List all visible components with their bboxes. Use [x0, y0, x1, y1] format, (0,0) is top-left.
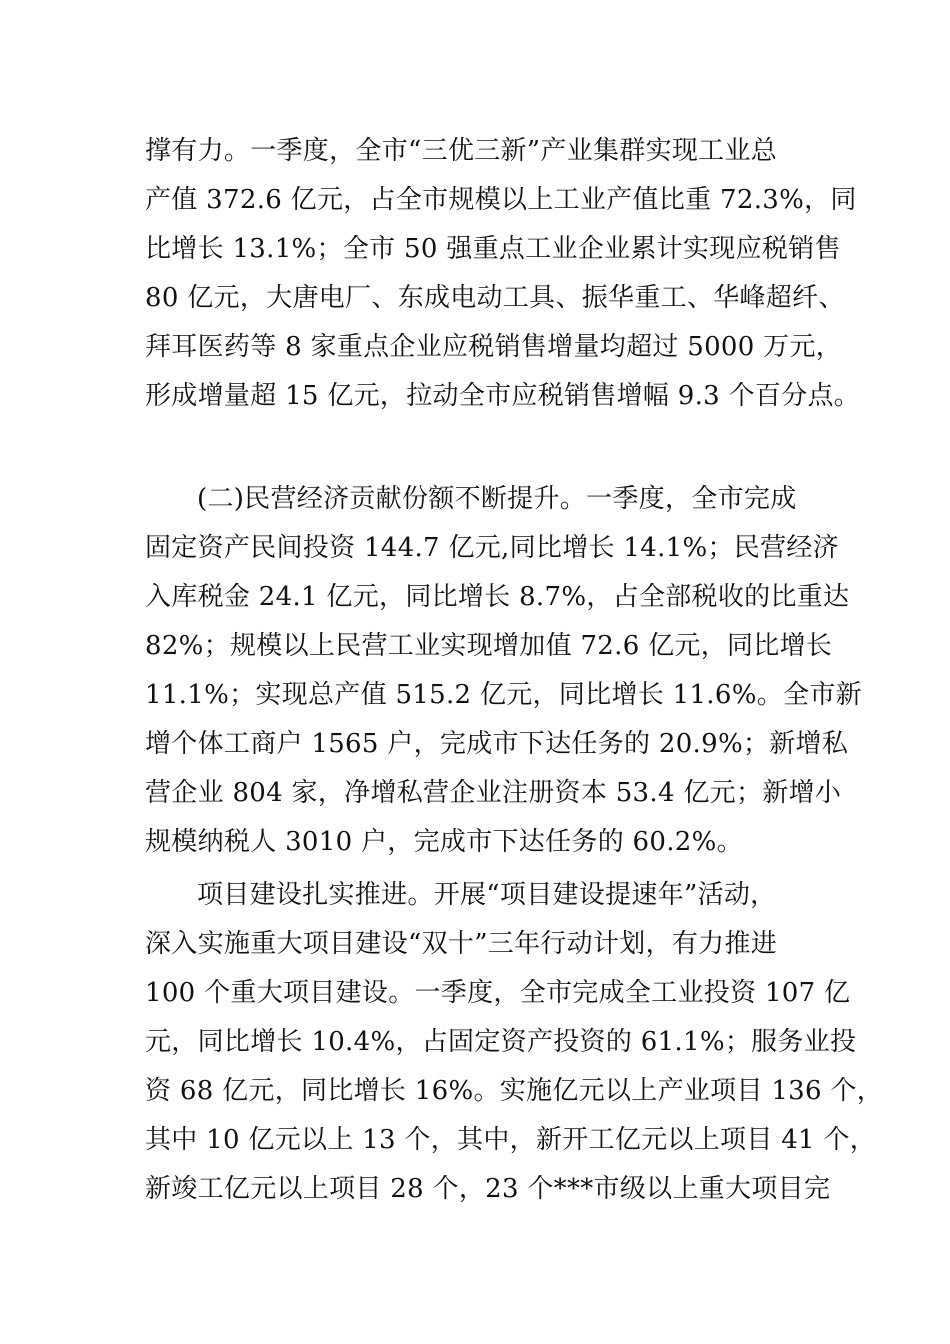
paragraph-2-line-5: 11.1%；实现总产值 515.2 亿元，同比增长 11.6%。全市新: [145, 680, 862, 710]
paragraph-3-line-6: 其中 10 亿元以上 13 个，其中，新开工亿元以上项目 41 个，: [145, 1125, 877, 1155]
paragraph-3-line-5: 资 68 亿元，同比增长 16%。实施亿元以上产业项目 136 个，: [145, 1076, 884, 1106]
paragraph-3-line-3: 100 个重大项目建设。一季度，全市完成全工业投资 107 亿: [145, 978, 851, 1008]
paragraph-1-line-1: 撑有力。一季度，全市“三优三新”产业集群实现工业总: [145, 136, 778, 166]
paragraph-3-line-4: 元，同比增长 10.4%，占固定资产投资的 61.1%；服务业投: [145, 1027, 857, 1057]
paragraph-3-line-1: 项目建设扎实推进。开展“项目建设提速年”活动，: [197, 880, 777, 910]
paragraph-1-line-4: 80 亿元，大唐电厂、东成电动工具、振华重工、华峰超纤、: [145, 283, 845, 313]
paragraph-2-line-1: (二)民营经济贡献份额不断提升。一季度，全市完成: [197, 484, 797, 514]
paragraph-2-line-8: 规模纳税人 3010 户，完成市下达任务的 60.2%。: [145, 827, 743, 857]
paragraph-1-line-2: 产值 372.6 亿元，占全市规模以上工业产值比重 72.3%，同: [145, 185, 857, 215]
paragraph-2-line-3: 入库税金 24.1 亿元，同比增长 8.7%，占全部税收的比重达: [145, 582, 850, 612]
paragraph-2-line-6: 增个体工商户 1565 户，完成市下达任务的 20.9%；新增私: [145, 729, 849, 759]
paragraph-2-line-7: 营企业 804 家，净增私营企业注册资本 53.4 亿元；新增小: [145, 778, 842, 808]
paragraph-3-line-7: 新竣工亿元以上项目 28 个，23 个***市级以上重大项目完: [145, 1174, 831, 1204]
paragraph-1-line-3: 比增长 13.1%；全市 50 强重点工业企业累计实现应税销售: [145, 234, 841, 264]
paragraph-1-line-5: 拜耳医药等 8 家重点企业应税销售增量均超过 5000 万元，: [145, 332, 843, 362]
paragraph-2-line-2: 固定资产民间投资 144.7 亿元,同比增长 14.1%；民营经济: [145, 533, 839, 563]
paragraph-1-line-6: 形成增量超 15 亿元，拉动全市应税销售增幅 9.3 个百分点。: [145, 381, 861, 411]
paragraph-3-line-2: 深入实施重大项目建设“双十”三年行动计划，有力推进: [145, 929, 778, 959]
paragraph-2-line-4: 82%；规模以上民营工业实现增加值 72.6 亿元，同比增长: [145, 631, 833, 661]
